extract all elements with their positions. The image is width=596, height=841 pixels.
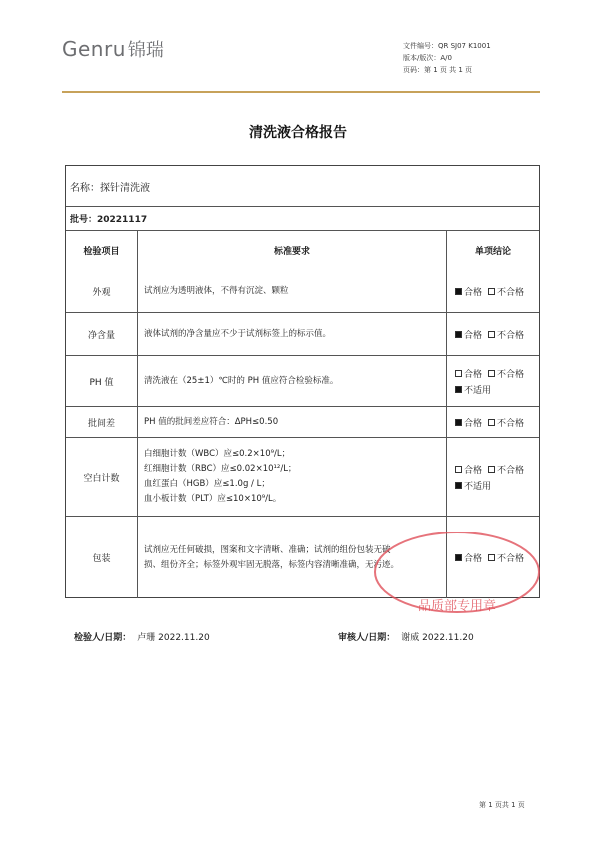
requirement-line: 试剂应为透明液体，不得有沉淀、颗粒 — [144, 285, 289, 296]
fail-option — [488, 285, 524, 298]
inspector-label: 检验人/日期： — [74, 633, 132, 643]
company-logo — [62, 36, 164, 62]
doc-version: 版本/版次：A/0 — [403, 54, 452, 62]
column-header: 标准要求 — [138, 231, 447, 270]
batch-row — [66, 206, 539, 230]
result-cell — [447, 407, 539, 437]
requirement-line: 白细胞计数（WBC）应≤0.2×10⁹/L； — [144, 449, 291, 459]
unchecked-box-icon — [488, 466, 495, 473]
unchecked-box-icon — [488, 288, 495, 295]
requirement-line: 损、组份齐全；标签外观牢固无脱落，标签内容清晰准确，无污迹。 — [144, 559, 400, 570]
unchecked-box-icon — [488, 419, 495, 426]
unchecked-box-icon — [488, 331, 495, 338]
fail-label: 不合格 — [497, 287, 525, 298]
inspector-value: 卢珊 2022.11.20 — [137, 633, 210, 643]
test-item: 外观 — [66, 270, 138, 312]
na-option — [455, 383, 491, 396]
product-row — [66, 166, 539, 206]
table-row — [66, 355, 539, 406]
pass-label: 合格 — [464, 554, 483, 564]
stamp-text: 品质部专用章 — [417, 599, 497, 614]
pass-label: 合格 — [464, 330, 483, 341]
na-option — [455, 479, 491, 492]
column-header: 检验项目 — [66, 231, 138, 270]
pass-label: 合格 — [464, 287, 483, 298]
checked-box-icon — [455, 419, 462, 426]
fail-label: 不合格 — [497, 554, 525, 564]
fail-option — [488, 463, 524, 476]
requirement-line: 清洗液在（25±1）℃时的 PH 值应符合检验标准。 — [144, 375, 339, 386]
requirement-line: 血红蛋白（HGB）应≤1.0g / L； — [144, 479, 270, 489]
quality-department-stamp — [372, 532, 542, 618]
pass-option — [455, 463, 482, 476]
fail-label: 不合格 — [497, 465, 525, 476]
reviewer-signature — [338, 630, 474, 643]
requirement-cell — [138, 407, 447, 437]
na-label: 不适用 — [464, 481, 492, 492]
table-row — [66, 406, 539, 437]
table-row — [66, 312, 539, 355]
pass-label: 合格 — [464, 465, 483, 476]
requirement-line: 红细胞计数（RBC）应≤0.02×10¹²/L； — [144, 464, 297, 474]
fail-option — [488, 416, 524, 429]
table-header — [66, 230, 539, 270]
logo-chinese: 锦瑞 — [127, 40, 164, 61]
unchecked-box-icon — [488, 370, 495, 377]
report-title: 清洗液合格报告 — [249, 125, 347, 141]
checked-box-icon — [455, 386, 462, 393]
test-item: 批间差 — [66, 407, 138, 437]
pass-label: 合格 — [464, 418, 483, 429]
requirement-cell — [138, 438, 447, 516]
logo-latin: Genru — [62, 37, 126, 61]
fail-option — [488, 367, 524, 380]
result-cell — [447, 313, 539, 355]
requirement-line: 液体试剂的净含量应不少于试剂标签上的标示值。 — [144, 328, 332, 339]
reviewer-value: 谢威 2022.11.20 — [401, 633, 474, 643]
result-cell — [447, 438, 539, 516]
header-rule — [62, 91, 540, 93]
requirement-cell — [138, 270, 447, 312]
fail-label: 不合格 — [497, 369, 525, 380]
pass-option — [455, 328, 482, 341]
unchecked-box-icon — [455, 370, 462, 377]
fail-label: 不合格 — [497, 418, 525, 429]
table-row — [66, 270, 539, 312]
checked-box-icon — [455, 288, 462, 295]
requirement-cell — [138, 356, 447, 406]
result-cell — [447, 270, 539, 312]
requirement-cell — [138, 313, 447, 355]
table-row — [66, 437, 539, 516]
document-meta — [403, 40, 491, 76]
batch-number: 批号：20221117 — [70, 215, 148, 225]
requirement-line: PH 值的批间差应符合：ΔPH≤0.50 — [144, 416, 279, 427]
inspector-signature — [74, 630, 210, 643]
requirement-line: 试剂应无任何破损，图案和文字清晰、准确；试剂的组份包装无破 — [144, 544, 391, 555]
pass-option — [455, 416, 482, 429]
pass-option — [455, 285, 482, 298]
test-item: PH 值 — [66, 356, 138, 406]
test-item: 空白计数 — [66, 438, 138, 516]
unchecked-box-icon — [455, 466, 462, 473]
checked-box-icon — [455, 331, 462, 338]
checked-box-icon — [455, 482, 462, 489]
footer-page: 第 1 页共 1 页 — [479, 801, 525, 809]
column-header: 单项结论 — [474, 247, 511, 257]
fail-label: 不合格 — [497, 330, 525, 341]
fail-option — [488, 328, 524, 341]
requirement-line: 血小板计数（PLT）应≤10×10⁹/L。 — [144, 494, 282, 504]
na-label: 不适用 — [464, 385, 492, 396]
product-name: 名称：探针清洗液 — [70, 182, 150, 194]
pass-option — [455, 367, 482, 380]
pass-label: 合格 — [464, 369, 483, 380]
doc-number: 文件编号：QR SJ07 K1001 — [403, 42, 491, 50]
result-cell — [447, 356, 539, 406]
test-item: 包装 — [66, 517, 138, 598]
reviewer-label: 审核人/日期： — [338, 633, 396, 643]
doc-page: 页码：第 1 页 共 1 页 — [403, 66, 473, 74]
test-item: 净含量 — [66, 313, 138, 355]
